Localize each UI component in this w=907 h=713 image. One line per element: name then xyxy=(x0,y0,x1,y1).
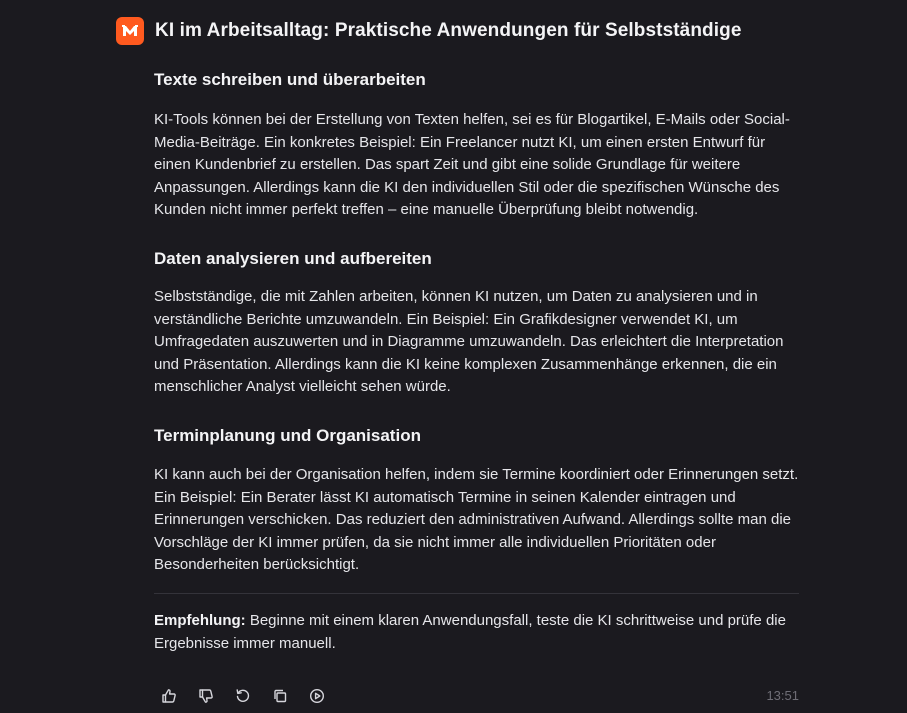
regenerate-icon[interactable] xyxy=(232,685,254,707)
thumbs-down-icon[interactable] xyxy=(195,685,217,707)
play-icon[interactable] xyxy=(306,685,328,707)
section-heading: Terminplanung und Organisation xyxy=(154,425,421,445)
message-title: KI im Arbeitsalltag: Praktische Anwendungen für Selbstständige xyxy=(155,20,742,41)
section-texte xyxy=(154,66,799,222)
message-body xyxy=(154,66,799,655)
message-header xyxy=(116,17,742,45)
section-daten xyxy=(154,245,799,399)
thumbs-up-icon[interactable] xyxy=(158,685,180,707)
section-heading: Texte schreiben und überarbeiten xyxy=(154,70,426,89)
orange-m-logo-icon xyxy=(116,17,144,45)
message-timestamp: 13:51 xyxy=(766,688,799,703)
section-termin xyxy=(154,422,799,577)
recommendation xyxy=(154,610,799,655)
section-paragraph: KI kann auch bei der Organisation helfen, indem sie Termine koordiniert oder Erinnerungen setzt. Ein Beispiel: Ein Berater lässt KI automatisch Termine in seinen Kalender eintragen und Erinnerungen verschicken. Das reduziert den administrativen Aufwand. Allerdings sollte man die Vorschläge der KI immer prüfen, da sie nicht immer alle individuellen Prioritäten oder Besonderheiten berücksichtigt. xyxy=(154,465,799,574)
section-paragraph: KI-Tools können bei der Erstellung von Texten helfen, sei es für Blogartikel, E-Mails oder Social-Media-Beiträge. Ein konkretes Beispiel: Ein Freelancer nutzt KI, um einen ersten Entwurf für einen Kundenbrief zu erstellen. Das spart Zeit und gibt eine solide Grundlage für weitere Anpassungen. Allerdings kann die KI den individuellen Stil oder die spezifischen Wünsche des Kunden nicht immer perfekt treffen – eine manuelle Überprüfung bleibt notwendig. xyxy=(154,111,790,219)
message-actions xyxy=(158,685,343,707)
section-paragraph: Selbstständige, die mit Zahlen arbeiten, können KI nutzen, um Daten zu analysieren und in verständliche Berichte umzuwandeln. Ein Beispiel: Ein Grafikdesigner verwendet KI, um Umfragedaten auszuwerten und in Diagramme umzuwandeln. Das erleichtert die Interpretation und Präsentation. Allerdings kann die KI keine komplexen Zusammenhänge erkennen, die ein menschlicher Analyst vielleicht sehen würde. xyxy=(154,287,784,396)
section-heading: Daten analysieren und aufbereiten xyxy=(154,248,432,268)
divider xyxy=(154,593,799,594)
copy-icon[interactable] xyxy=(269,685,291,707)
recommendation-label: Empfehlung: xyxy=(154,611,246,629)
recommendation-text: Beginne mit einem klaren Anwendungsfall, teste die KI schrittweise und prüfe die Ergebnisse immer manuell. xyxy=(154,611,786,652)
